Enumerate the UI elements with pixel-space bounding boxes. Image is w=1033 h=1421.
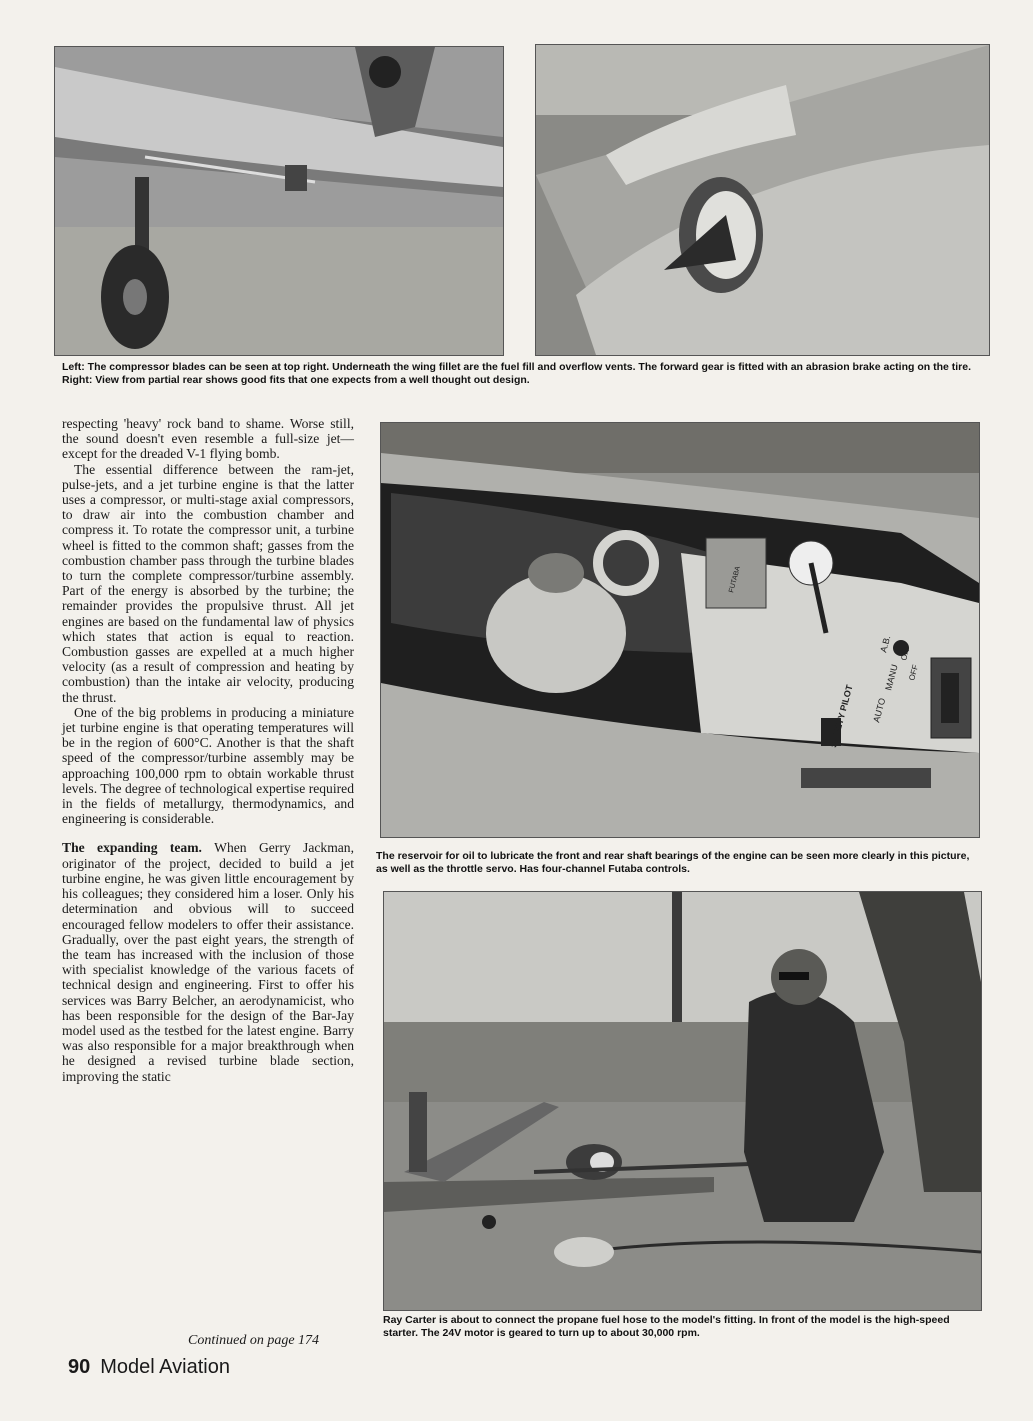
landing-gear-photo: [54, 46, 504, 356]
on-label: ON: [899, 647, 912, 662]
off-label: OFF: [907, 663, 921, 682]
publication-name: Model Aviation: [100, 1356, 230, 1378]
article-paragraph: One of the big problems in producing a miniature jet turbine engine is that operating temperatures will be in the region of 600°C. Another is that the shaft speed of the compressor/turbine assembly may be approaching 100,000 rpm to obtain workable thrust levels. The degree of technological expertise required in the fields of metallurgy, thermodynamics, and engineering is considerable.: [62, 704, 354, 827]
auto-label: AUTO: [871, 696, 888, 724]
top-photos-caption: Left: The compressor blades can be seen at top right. Underneath the wing fillet are the fuel fill and overflow vents. The forward gear is fitted with an abrasion brake acting on the tire. Right: View from partial rear shows good fits that one expects from a well thought out design.: [62, 361, 971, 386]
engine-intake-photo: [535, 44, 990, 356]
engine-intake-icon: [536, 45, 989, 355]
bottom-photo-caption: Ray Carter is about to connect the propane fuel hose to the model's fitting. In front of the model is the high-speed starter. The 24V motor is geared to turn up to about 30,000 rpm.: [383, 1314, 950, 1339]
article-paragraph: respecting 'heavy' rock band to shame. Worse still, the sound doesn't even resemble a full-size jet—except for the dreaded V-1 flying bomb.: [62, 416, 354, 462]
fuselage-interior-icon: [381, 423, 979, 837]
landing-gear-icon: [55, 47, 503, 355]
manual-label: MANU: [883, 663, 900, 692]
page-footer: [68, 1356, 230, 1379]
section-text: When Gerry Jackman, originator of the project, decided to build a jet turbine engine, he was given little encouragement by his colleagues; they considered him a loser. Only his determination and obvious will to succeed encouraged fellow modelers to offer their assistance. Gradually, over the past eight years, the strength of the team has increased with the inclusion of those with specialist knowledge of the various facets of technical design and engineering. First to offer his services was Barry Belcher, an aerodynamicist, who has been responsible for the design of the Bar-Jay model used as the testbed for the latest engine. Barry was also responsible for a major breakthrough when he designed a revised turbine blade section, improving the static: [62, 840, 354, 1084]
middle-photo-caption: The reservoir for oil to lubricate the front and rear shaft bearings of the engine can be seen more clearly in this picture, as well as the throttle servo. Has four-channel Futaba controls.: [376, 850, 970, 875]
brand-label: FUTABA: [728, 565, 742, 594]
article-paragraph: [62, 840, 354, 1083]
section-heading: The expanding team.: [62, 840, 202, 856]
men-with-model-icon: [384, 892, 981, 1310]
safety-pilot-label: SAFETY PILOT: [828, 683, 855, 749]
continued-note: Continued on page 174: [188, 1333, 320, 1348]
article-paragraph: The essential difference between the ram-jet, pulse-jets, and a jet turbine engine is that the latter uses a compressor, or multi-stage axial compressors, to draw air into the combustion chamber and compress it. To rotate the compressor unit, a turbine wheel is fitted to the common shaft; gasses from the combustion chamber pass through the turbine blades to turn the complete compressor/turbine assembly. Part of the energy is absorbed by the turbine; the remainder provides the propulsive thrust. All jet engines are based on the fundamental law of physics which states that action is equal to reaction. Combustion gasses are expelled at a much higher velocity (as a result of compression and heating by combustion) than the intake air velocity, producing the thrust.: [62, 461, 354, 705]
men-with-model-photo: [383, 891, 982, 1311]
ab-label: A.B.: [878, 634, 893, 654]
fuselage-interior-photo: [380, 422, 980, 838]
article-column: [62, 416, 354, 1084]
page-number: 90: [68, 1356, 91, 1378]
